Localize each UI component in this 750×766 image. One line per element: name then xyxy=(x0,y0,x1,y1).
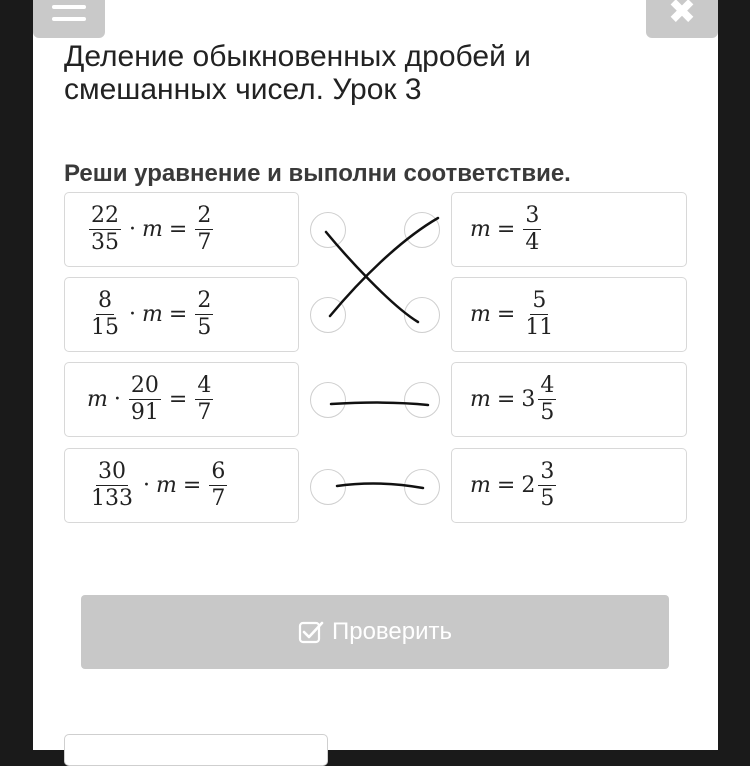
answer-3: m = 3 $\frac{4}{5}$ xyxy=(470,373,555,425)
right-answer-1[interactable] xyxy=(451,192,687,267)
close-icon: ✖ xyxy=(667,0,697,32)
left-connector-1[interactable] xyxy=(310,212,346,248)
left-equation-1[interactable] xyxy=(64,192,299,267)
right-connector-1[interactable] xyxy=(404,212,440,248)
close-button[interactable] xyxy=(646,0,718,38)
hamburger-icon xyxy=(52,5,86,21)
equation-2: $\frac{8}{15}$ · m = $\frac{2}{5}$ xyxy=(91,288,212,340)
left-equation-4[interactable] xyxy=(64,448,299,523)
left-equation-2[interactable] xyxy=(64,277,299,352)
left-connector-3[interactable] xyxy=(310,382,346,418)
right-answer-3[interactable] xyxy=(451,362,687,437)
page-title: Деление обыкновенных дробей и смешанных чисел. Урок 3 xyxy=(64,40,531,106)
answer-2: m = $\frac{5}{11}$ xyxy=(470,288,554,340)
check-button-label: Проверить xyxy=(331,618,453,645)
menu-button[interactable] xyxy=(33,0,105,38)
answer-1: m = $\frac{3}{4}$ xyxy=(470,203,540,255)
equation-1: $\frac{22}{35}$ · m = $\frac{2}{7}$ xyxy=(91,203,212,255)
checkbox-icon xyxy=(298,619,324,645)
right-answer-2[interactable] xyxy=(451,277,687,352)
task-instruction: Реши уравнение и выполни соответствие. xyxy=(64,160,571,187)
left-equation-3[interactable] xyxy=(64,362,299,437)
right-answer-4[interactable] xyxy=(451,448,687,523)
right-connector-3[interactable] xyxy=(404,382,440,418)
equation-3: m · $\frac{20}{91}$ = $\frac{4}{7}$ xyxy=(87,373,212,425)
bottom-panel xyxy=(64,734,328,766)
right-connector-2[interactable] xyxy=(404,297,440,333)
answer-4: m = 2 $\frac{3}{5}$ xyxy=(470,459,555,511)
left-connector-4[interactable] xyxy=(310,469,346,505)
equation-4: $\frac{30}{133}$ · m = $\frac{6}{7}$ xyxy=(91,459,226,511)
right-connector-4[interactable] xyxy=(404,469,440,505)
check-button[interactable] xyxy=(81,595,669,669)
left-connector-2[interactable] xyxy=(310,297,346,333)
